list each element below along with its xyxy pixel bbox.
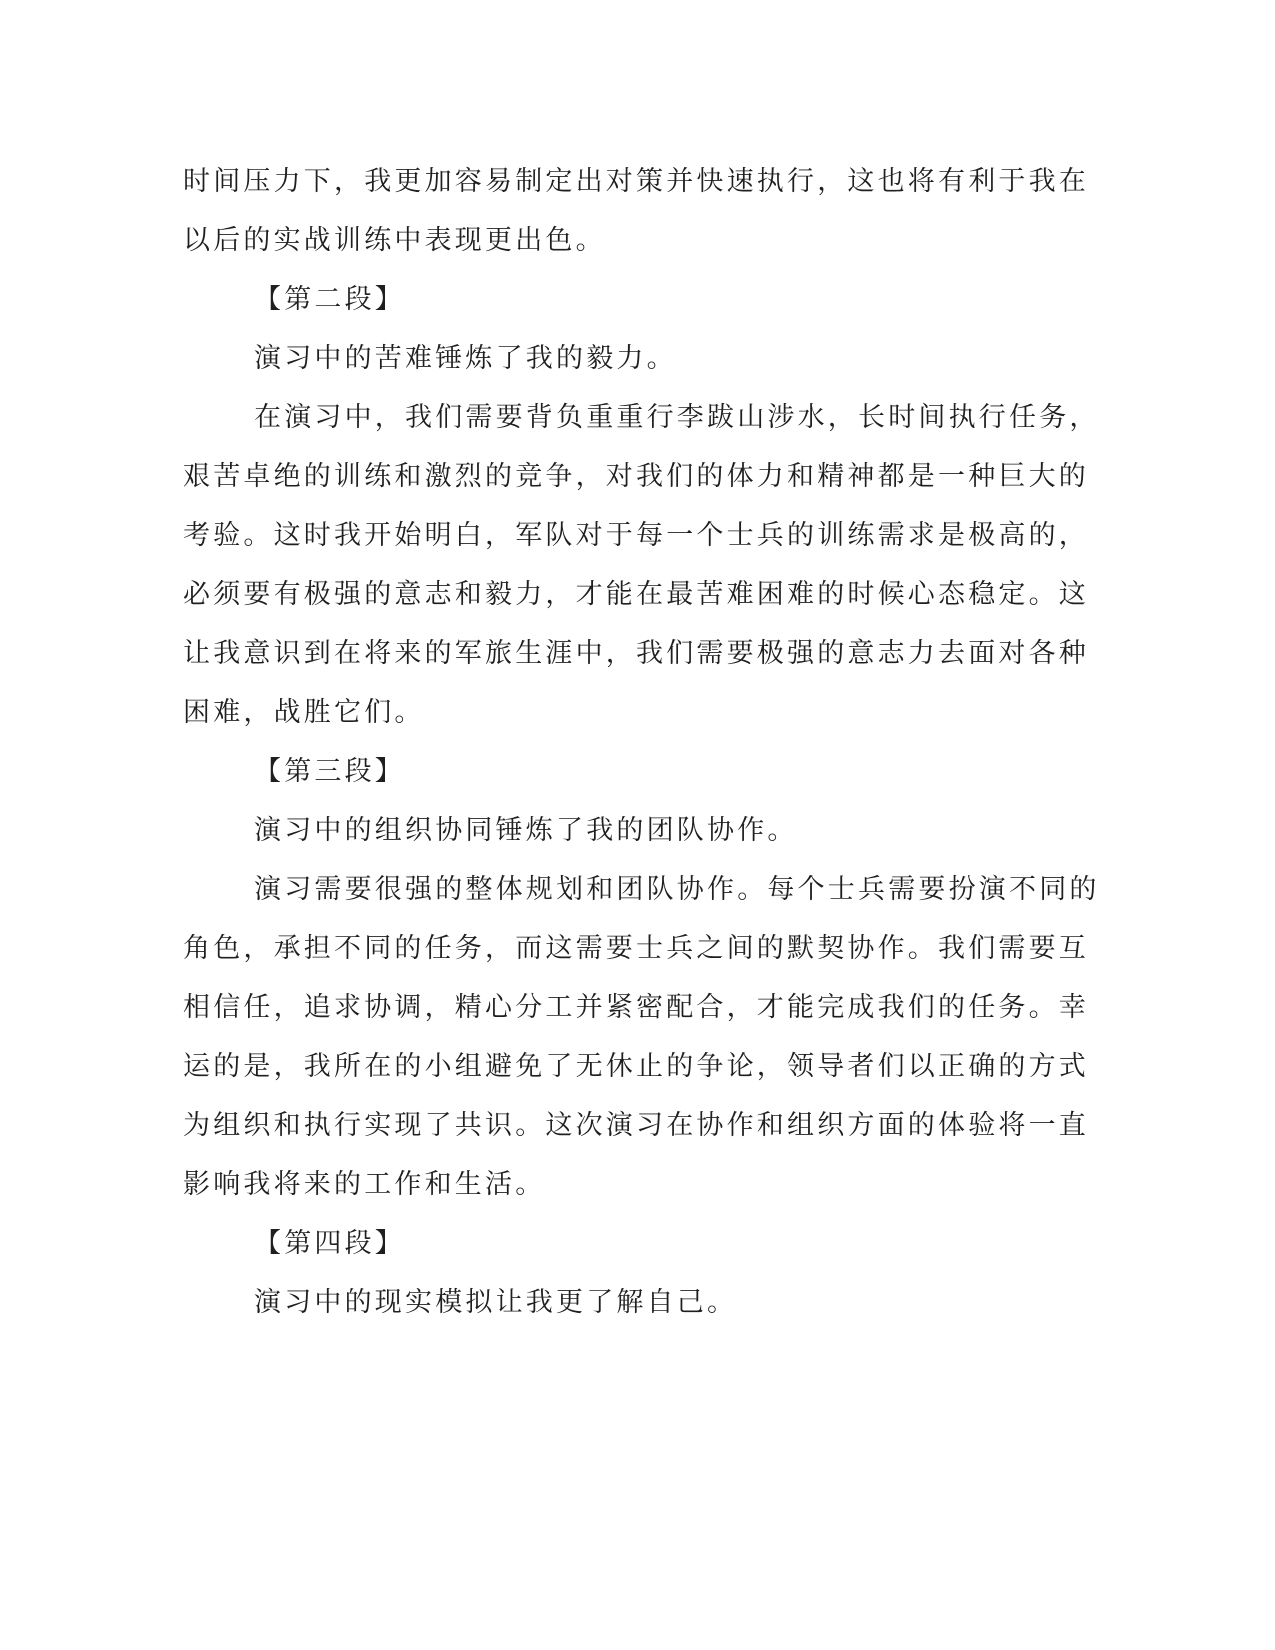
section-heading: 【第二段】 — [254, 284, 405, 315]
section-subtitle: 演习中的组织协同锤炼了我的团队协作。 — [254, 815, 798, 846]
body-line: 以后的实战训练中表现更出色。 — [183, 225, 606, 256]
body-line: 艰苦卓绝的训练和激烈的竞争，对我们的体力和精神都是一种巨大的 — [183, 461, 1089, 492]
body-line: 让我意识到在将来的军旅生涯中，我们需要极强的意志力去面对各种 — [183, 638, 1089, 669]
body-line: 运的是，我所在的小组避免了无休止的争论，领导者们以正确的方式 — [183, 1051, 1089, 1082]
body-line: 时间压力下，我更加容易制定出对策并快速执行，这也将有利于我在 — [183, 166, 1089, 197]
body-line: 影响我将来的工作和生活。 — [183, 1169, 546, 1200]
body-line: 为组织和执行实现了共识。这次演习在协作和组织方面的体验将一直 — [183, 1110, 1089, 1141]
section-subtitle: 演习中的现实模拟让我更了解自己。 — [254, 1287, 738, 1318]
section-heading: 【第四段】 — [254, 1228, 405, 1259]
section-subtitle: 演习中的苦难锤炼了我的毅力。 — [254, 343, 677, 374]
body-line: 相信任，追求协调，精心分工并紧密配合，才能完成我们的任务。幸 — [183, 992, 1089, 1023]
document-body — [183, 152, 1100, 1332]
body-line: 演习需要很强的整体规划和团队协作。每个士兵需要扮演不同的 — [254, 874, 1100, 905]
body-line: 困难，战胜它们。 — [183, 697, 425, 728]
body-line: 必须要有极强的意志和毅力，才能在最苦难困难的时候心态稳定。这 — [183, 579, 1089, 610]
section-heading: 【第三段】 — [254, 756, 405, 787]
body-line: 角色，承担不同的任务，而这需要士兵之间的默契协作。我们需要互 — [183, 933, 1089, 964]
body-line: 在演习中，我们需要背负重重行李跋山涉水，长时间执行任务， — [254, 402, 1100, 433]
body-line: 考验。这时我开始明白，军队对于每一个士兵的训练需求是极高的， — [183, 520, 1089, 551]
